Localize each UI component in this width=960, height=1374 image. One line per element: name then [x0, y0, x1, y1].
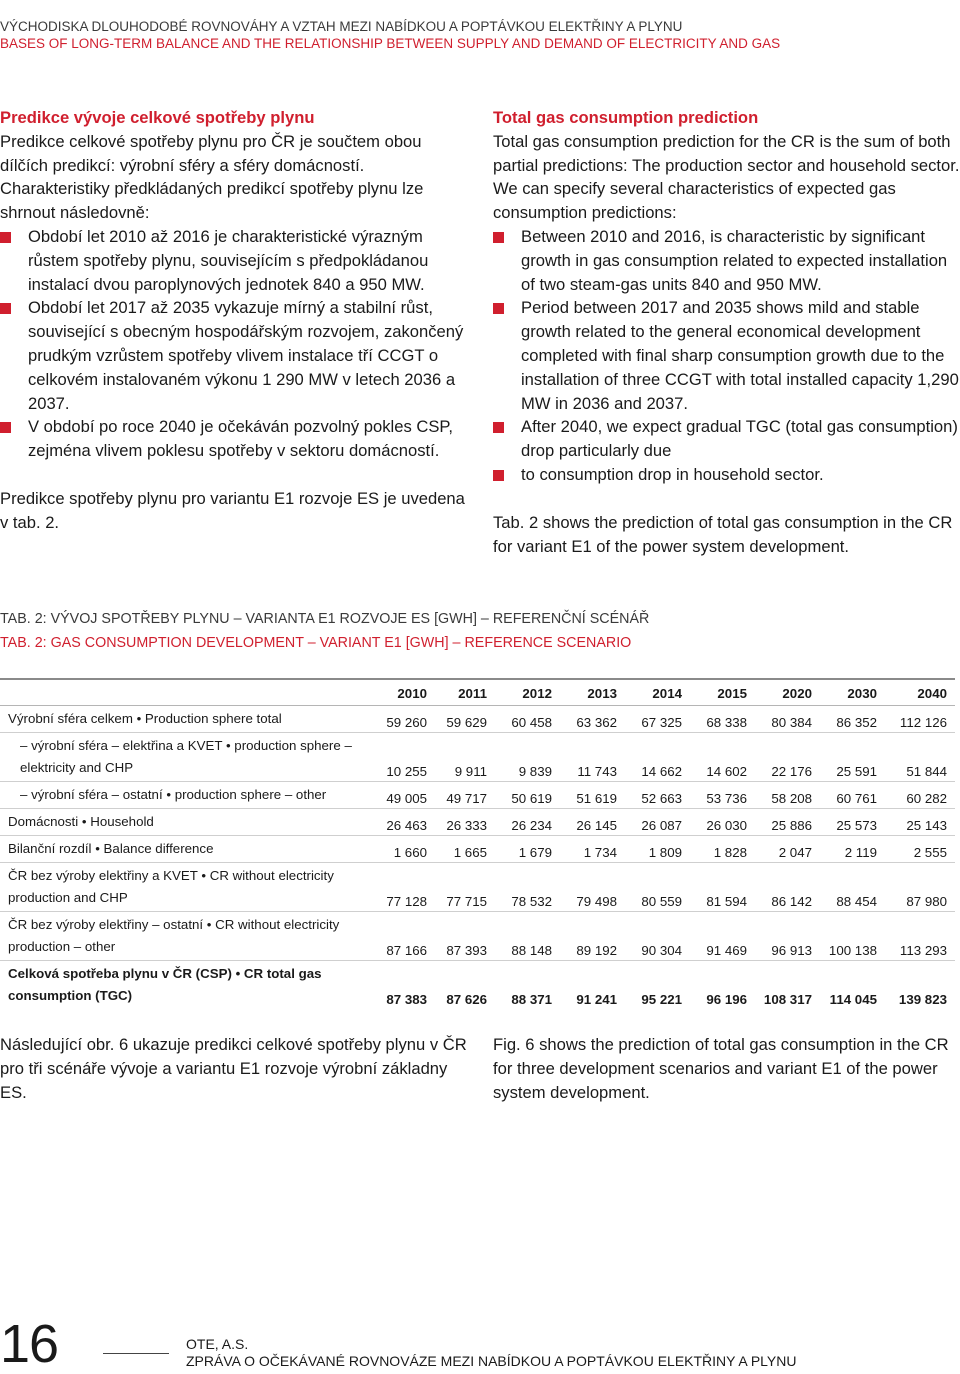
row-label: – výrobní sféra – elektřina a KVET • production sphere – elektricity and CHP — [0, 733, 375, 782]
value-cell: 51 619 — [560, 782, 625, 809]
row-label: Bilanční rozdíl • Balance difference — [0, 836, 375, 863]
value-cell: 112 126 — [885, 706, 955, 733]
value-cell: 68 338 — [690, 706, 755, 733]
value-cell: 1 734 — [560, 836, 625, 863]
right-bullet-text: After 2040, we expect gradual TGC (total gas consumption) drop particularly due — [521, 417, 958, 461]
right-bullet — [493, 463, 960, 487]
value-cell: 1 660 — [375, 836, 435, 863]
value-cell: 9 839 — [495, 733, 560, 782]
value-cell: 86 142 — [755, 863, 820, 912]
value-cell: 1 809 — [625, 836, 690, 863]
value-cell: 26 145 — [560, 809, 625, 836]
gas-consumption-table — [0, 678, 955, 1009]
left-column — [0, 106, 470, 535]
table-row — [0, 782, 955, 809]
table-caption-cz: TAB. 2: VÝVOJ SPOTŘEBY PLYNU – VARIANTA E1 ROZVOJE ES [GWH] – REFERENČNÍ SCÉNÁŘ — [0, 611, 650, 627]
running-header — [0, 18, 780, 52]
right-heading: Total gas consumption prediction — [493, 108, 759, 127]
left-bullet-list — [0, 225, 470, 463]
left-bullet-text: Období let 2017 až 2035 vykazuje mírný a stabilní růst, související s obecným hospodářským rozvojem, zakončený prudkým vzrůstem spotřeby vlivem instalace tří CCGT o celkovém instalovaném výkonu 1 290 MW v letech 2036 a 2037. — [28, 298, 464, 413]
value-cell: 78 532 — [495, 863, 560, 912]
value-cell: 58 208 — [755, 782, 820, 809]
table-header-row — [0, 679, 955, 706]
value-cell: 49 005 — [375, 782, 435, 809]
left-bullet — [0, 296, 470, 415]
value-cell: 87 166 — [375, 912, 435, 961]
bottom-left-paragraph: Následující obr. 6 ukazuje predikci celkové spotřeby plynu v ČR pro tři scénáře vývoje a variantu E1 rozvoje výrobní základny ES. — [0, 1035, 467, 1102]
year-header: 2011 — [458, 686, 487, 701]
year-header: 2012 — [522, 686, 552, 701]
right-column — [493, 106, 960, 558]
right-intro: Total gas consumption prediction for the CR is the sum of both partial predictions: The production sector and household sector. We can specify several characteristics of expected gas consumption predictions: — [493, 131, 960, 223]
right-bullet-text: Between 2010 and 2016, is characteristic by significant growth in gas consumption related to expected installation of two steam-gas units 840 and 950 MW. — [521, 226, 948, 294]
left-intro: Predikce celkové spotřeby plynu pro ČR je součtem obou dílčích predikcí: výrobní sféry a sféry domácností. Charakteristiky předkládaných predikcí spotřeby plynu lze shrnout následovně: — [0, 131, 424, 223]
value-cell: 25 591 — [820, 733, 885, 782]
value-cell: 88 454 — [820, 863, 885, 912]
right-bullet-text: Period between 2017 and 2035 shows mild and stable growth related to the general economical development completed with final sharp consumption growth due to the installation of three CCGT with total installed capacity 1,290 MW in 2036 and 2037. — [521, 298, 959, 413]
value-cell: 25 886 — [755, 809, 820, 836]
running-header-en: BASES OF LONG-TERM BALANCE AND THE RELATIONSHIP BETWEEN SUPPLY AND DEMAND OF ELECTRICITY AND GAS — [0, 36, 781, 51]
value-cell: 90 304 — [625, 912, 690, 961]
value-cell: 80 384 — [755, 706, 820, 733]
table-row — [0, 912, 955, 961]
value-cell: 81 594 — [690, 863, 755, 912]
value-cell: 95 221 — [641, 992, 682, 1007]
value-cell: 14 662 — [625, 733, 690, 782]
value-cell: 22 176 — [755, 733, 820, 782]
bullet-square-icon — [0, 422, 11, 433]
left-bullet — [0, 225, 470, 296]
footer-report: ZPRÁVA O OČEKÁVANÉ ROVNOVÁZE MEZI NABÍDKOU A POPTÁVKOU ELEKTŘINY A PLYNU — [186, 1353, 797, 1369]
value-cell: 25 143 — [885, 809, 955, 836]
value-cell: 60 761 — [820, 782, 885, 809]
value-cell: 59 629 — [435, 706, 495, 733]
right-bullet — [493, 225, 960, 296]
value-cell: 80 559 — [625, 863, 690, 912]
value-cell: 51 844 — [885, 733, 955, 782]
bullet-square-icon — [493, 470, 504, 481]
value-cell: 139 823 — [898, 992, 947, 1007]
left-bullet — [0, 415, 470, 463]
value-cell: 87 626 — [446, 992, 487, 1007]
value-cell: 26 030 — [690, 809, 755, 836]
value-cell: 77 715 — [435, 863, 495, 912]
value-cell: 77 128 — [375, 863, 435, 912]
year-header: 2010 — [397, 686, 427, 701]
bullet-square-icon — [0, 232, 11, 243]
year-header: 2013 — [587, 686, 617, 701]
table-caption — [0, 607, 649, 655]
value-cell: 52 663 — [625, 782, 690, 809]
year-header: 2020 — [782, 686, 812, 701]
value-cell: 96 913 — [755, 912, 820, 961]
value-cell: 113 293 — [885, 912, 955, 961]
value-cell: 86 352 — [820, 706, 885, 733]
value-cell: 11 743 — [560, 733, 625, 782]
year-header: 2015 — [717, 686, 747, 701]
value-cell: 89 192 — [560, 912, 625, 961]
value-cell: 1 679 — [495, 836, 560, 863]
value-cell: 87 383 — [386, 992, 427, 1007]
bullet-square-icon — [0, 303, 11, 314]
value-cell: 108 317 — [763, 992, 812, 1007]
right-tail: Tab. 2 shows the prediction of total gas consumption in the CR for variant E1 of the power system development. — [493, 512, 953, 556]
right-bullet — [493, 296, 960, 415]
row-label: – výrobní sféra – ostatní • production sphere – other — [0, 782, 375, 809]
value-cell: 26 463 — [375, 809, 435, 836]
year-header: 2030 — [847, 686, 877, 701]
footer-org: OTE, A.S. — [186, 1336, 249, 1352]
bullet-square-icon — [493, 232, 504, 243]
bullet-square-icon — [493, 303, 504, 314]
value-cell: 79 498 — [560, 863, 625, 912]
row-label: Domácnosti • Household — [0, 809, 375, 836]
value-cell: 2 047 — [755, 836, 820, 863]
value-cell: 26 234 — [495, 809, 560, 836]
page-number: 16 — [0, 1314, 59, 1374]
value-cell: 1 828 — [690, 836, 755, 863]
value-cell: 91 241 — [576, 992, 617, 1007]
value-cell: 14 602 — [690, 733, 755, 782]
value-cell: 60 458 — [495, 706, 560, 733]
value-cell: 96 196 — [706, 992, 747, 1007]
bottom-right-paragraph: Fig. 6 shows the prediction of total gas consumption in the CR for three development scenarios and variant E1 of the power system development. — [493, 1035, 949, 1102]
value-cell: 59 260 — [375, 706, 435, 733]
value-cell: 114 045 — [829, 992, 877, 1007]
value-cell: 2 555 — [885, 836, 955, 863]
bullet-square-icon — [493, 422, 504, 433]
table-row — [0, 706, 955, 733]
left-tail: Predikce spotřeby plynu pro variantu E1 rozvoje ES je uvedena v tab. 2. — [0, 488, 465, 532]
value-cell: 100 138 — [820, 912, 885, 961]
value-cell: 1 665 — [435, 836, 495, 863]
right-bullet-list — [493, 225, 960, 487]
value-cell: 53 736 — [690, 782, 755, 809]
year-header: 2014 — [652, 686, 682, 701]
left-bullet-text: V období po roce 2040 je očekáván pozvolný pokles CSP, zejména vlivem poklesu spotřeby v sektoru domácností. — [28, 417, 453, 461]
value-cell: 25 573 — [820, 809, 885, 836]
table-caption-en: TAB. 2: GAS CONSUMPTION DEVELOPMENT – VARIANT E1 [GWH] – REFERENCE SCENARIO — [0, 635, 632, 651]
value-cell: 10 255 — [375, 733, 435, 782]
row-label: Výrobní sféra celkem • Production sphere total — [0, 706, 375, 733]
table-row — [0, 733, 955, 782]
table-row — [0, 961, 955, 1010]
table-row — [0, 809, 955, 836]
header-label-cell — [0, 679, 375, 706]
value-cell: 60 282 — [885, 782, 955, 809]
value-cell: 67 325 — [625, 706, 690, 733]
value-cell: 50 619 — [495, 782, 560, 809]
value-cell: 87 393 — [435, 912, 495, 961]
right-bullet-text: to consumption drop in household sector. — [521, 464, 824, 484]
value-cell: 91 469 — [690, 912, 755, 961]
left-heading: Predikce vývoje celkové spotřeby plynu — [0, 108, 315, 127]
value-cell: 26 333 — [435, 809, 495, 836]
value-cell: 2 119 — [820, 836, 885, 863]
row-label: ČR bez výroby elektřiny a KVET • CR without electricity production and CHP — [0, 863, 375, 912]
year-header: 2040 — [917, 686, 947, 701]
footer-text — [186, 1336, 796, 1370]
value-cell: 63 362 — [560, 706, 625, 733]
value-cell: 88 371 — [511, 992, 552, 1007]
row-label: ČR bez výroby elektřiny – ostatní • CR without electricity production – other — [0, 912, 375, 961]
running-header-cz: VÝCHODISKA DLOUHODOBÉ ROVNOVÁHY A VZTAH MEZI NABÍDKOU A POPTÁVKOU ELEKTŘINY A PLYNU — [0, 19, 683, 34]
table-row — [0, 863, 955, 912]
row-label: Celková spotřeba plynu v ČR (CSP) • CR total gas consumption (TGC) — [8, 966, 322, 1003]
value-cell: 26 087 — [625, 809, 690, 836]
value-cell: 9 911 — [435, 733, 495, 782]
right-bullet — [493, 415, 960, 463]
value-cell: 87 980 — [885, 863, 955, 912]
value-cell: 88 148 — [495, 912, 560, 961]
table-row — [0, 836, 955, 863]
value-cell: 49 717 — [435, 782, 495, 809]
footer-divider — [103, 1353, 169, 1354]
left-bullet-text: Období let 2010 až 2016 je charakteristické výrazným růstem spotřeby plynu, souvisejícím s předpokládanou instalací dvou paroplynových jednotek 840 a 950 MW. — [28, 226, 429, 294]
